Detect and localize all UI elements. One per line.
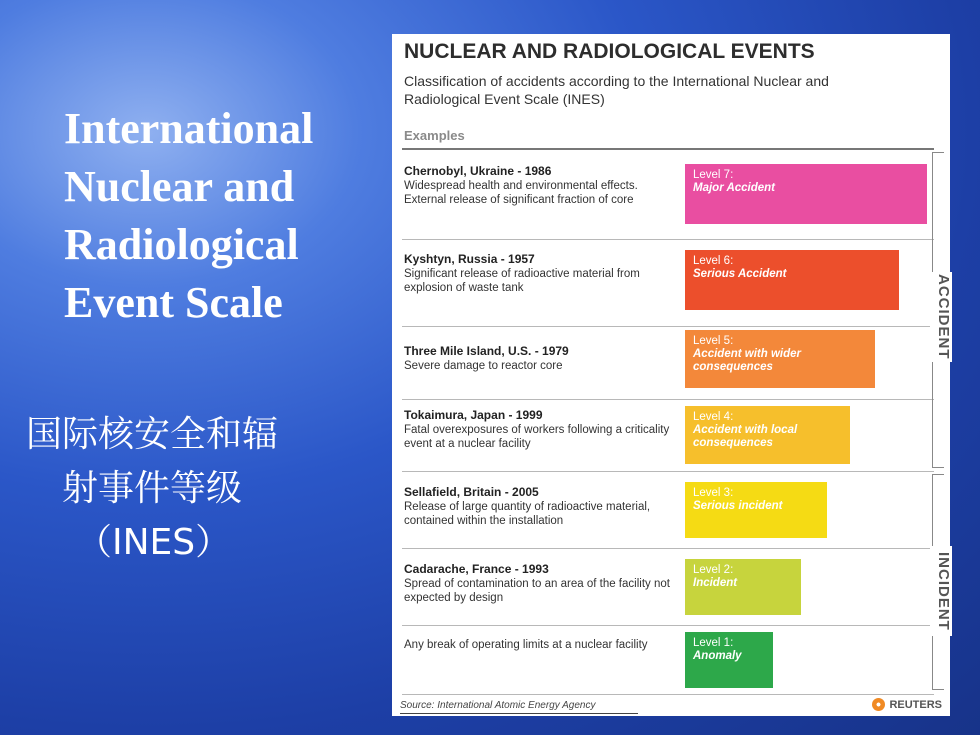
slide-title-line-3: Radiological: [64, 220, 299, 269]
event-title: Kyshtyn, Russia - 1957: [404, 252, 535, 266]
event-title: Tokaimura, Japan - 1999: [404, 408, 543, 422]
event-description: Significant release of radioactive material from explosion of waste tank: [404, 268, 640, 294]
level-category: Accident with local consequences: [693, 424, 798, 449]
event-title: Sellafield, Britain - 2005: [404, 485, 539, 499]
level-number: Level 5:: [693, 335, 734, 347]
level-3-bar: [685, 482, 827, 538]
level-category: Accident with wider consequences: [693, 348, 801, 373]
event-title: Cadarache, France - 1993: [404, 562, 549, 576]
divider: [402, 471, 934, 472]
slide-title-line-1: International: [64, 104, 314, 153]
ines-infographic: [392, 34, 950, 716]
source-note: Source: International Atomic Energy Agency: [400, 700, 596, 711]
divider: [402, 694, 934, 695]
event-description: Spread of contamination to an area of the facility not expected by design: [404, 578, 670, 604]
event-three-mile-island: [404, 344, 679, 373]
event-title: Chernobyl, Ukraine - 1986: [404, 164, 552, 178]
slide-subtitle-line-2: 射事件等级: [62, 468, 243, 509]
slide-subtitle: [26, 408, 386, 570]
divider: [402, 326, 934, 327]
event-description: Fatal overexposures of workers following a criticality event at a nuclear facility: [404, 424, 670, 450]
level-2-bar: [685, 559, 801, 615]
event-description: Any break of operating limits at a nuclear facility: [404, 639, 648, 651]
brand-name: REUTERS: [889, 698, 942, 711]
event-description: Widespread health and environmental effects. External release of significant fraction of core: [404, 180, 638, 206]
event-sellafield: [404, 485, 679, 528]
divider: [402, 548, 934, 549]
reuters-logo-icon: [872, 698, 885, 711]
level-category: Serious incident: [693, 500, 783, 512]
level-number: Level 3:: [693, 487, 734, 499]
level-category: Serious Accident: [693, 268, 787, 280]
reuters-brand: [872, 698, 942, 711]
source-underline: [400, 713, 638, 714]
slide-subtitle-line-3: （INES）: [76, 522, 232, 563]
divider: [402, 148, 934, 150]
level-5-bar: [685, 330, 875, 388]
slide-title: [64, 100, 384, 332]
level-category: Anomaly: [693, 650, 742, 662]
level-number: Level 6:: [693, 255, 734, 267]
event-description: Release of large quantity of radioactive material, contained within the installation: [404, 501, 651, 527]
infographic-description: Classification of accidents according to the International Nuclear and Radiological Event Scale (INES): [404, 73, 829, 107]
event-cadarache: [404, 562, 679, 605]
accident-side-label: ACCIDENT: [930, 272, 952, 362]
level-4-bar: [685, 406, 850, 464]
slide-title-line-4: Event Scale: [64, 278, 283, 327]
level-category: Major Accident: [693, 182, 776, 194]
examples-label: Examples: [404, 128, 465, 143]
level-category: Incident: [693, 577, 738, 589]
event-kyshtym: [404, 252, 679, 295]
divider: [402, 625, 934, 626]
level-6-bar: [685, 250, 899, 310]
infographic-title: NUCLEAR AND RADIOLOGICAL EVENTS: [404, 40, 815, 63]
level-7-bar: [685, 164, 927, 224]
event-chernobyl: [404, 164, 679, 207]
event-description: Severe damage to reactor core: [404, 360, 563, 372]
level-number: Level 4:: [693, 411, 734, 423]
divider: [402, 239, 934, 240]
incident-side-label: INCIDENT: [930, 546, 952, 636]
event-title: Three Mile Island, U.S. - 1979: [404, 344, 569, 358]
slide-title-line-2: Nuclear and: [64, 162, 295, 211]
divider: [402, 399, 934, 400]
event-tokaimura: [404, 408, 679, 451]
event-operating-limits: [404, 638, 679, 652]
level-number: Level 2:: [693, 564, 734, 576]
level-1-bar: [685, 632, 773, 688]
level-number: Level 7:: [693, 169, 734, 181]
level-number: Level 1:: [693, 637, 734, 649]
slide-subtitle-line-1: 国际核安全和辐: [26, 414, 279, 455]
